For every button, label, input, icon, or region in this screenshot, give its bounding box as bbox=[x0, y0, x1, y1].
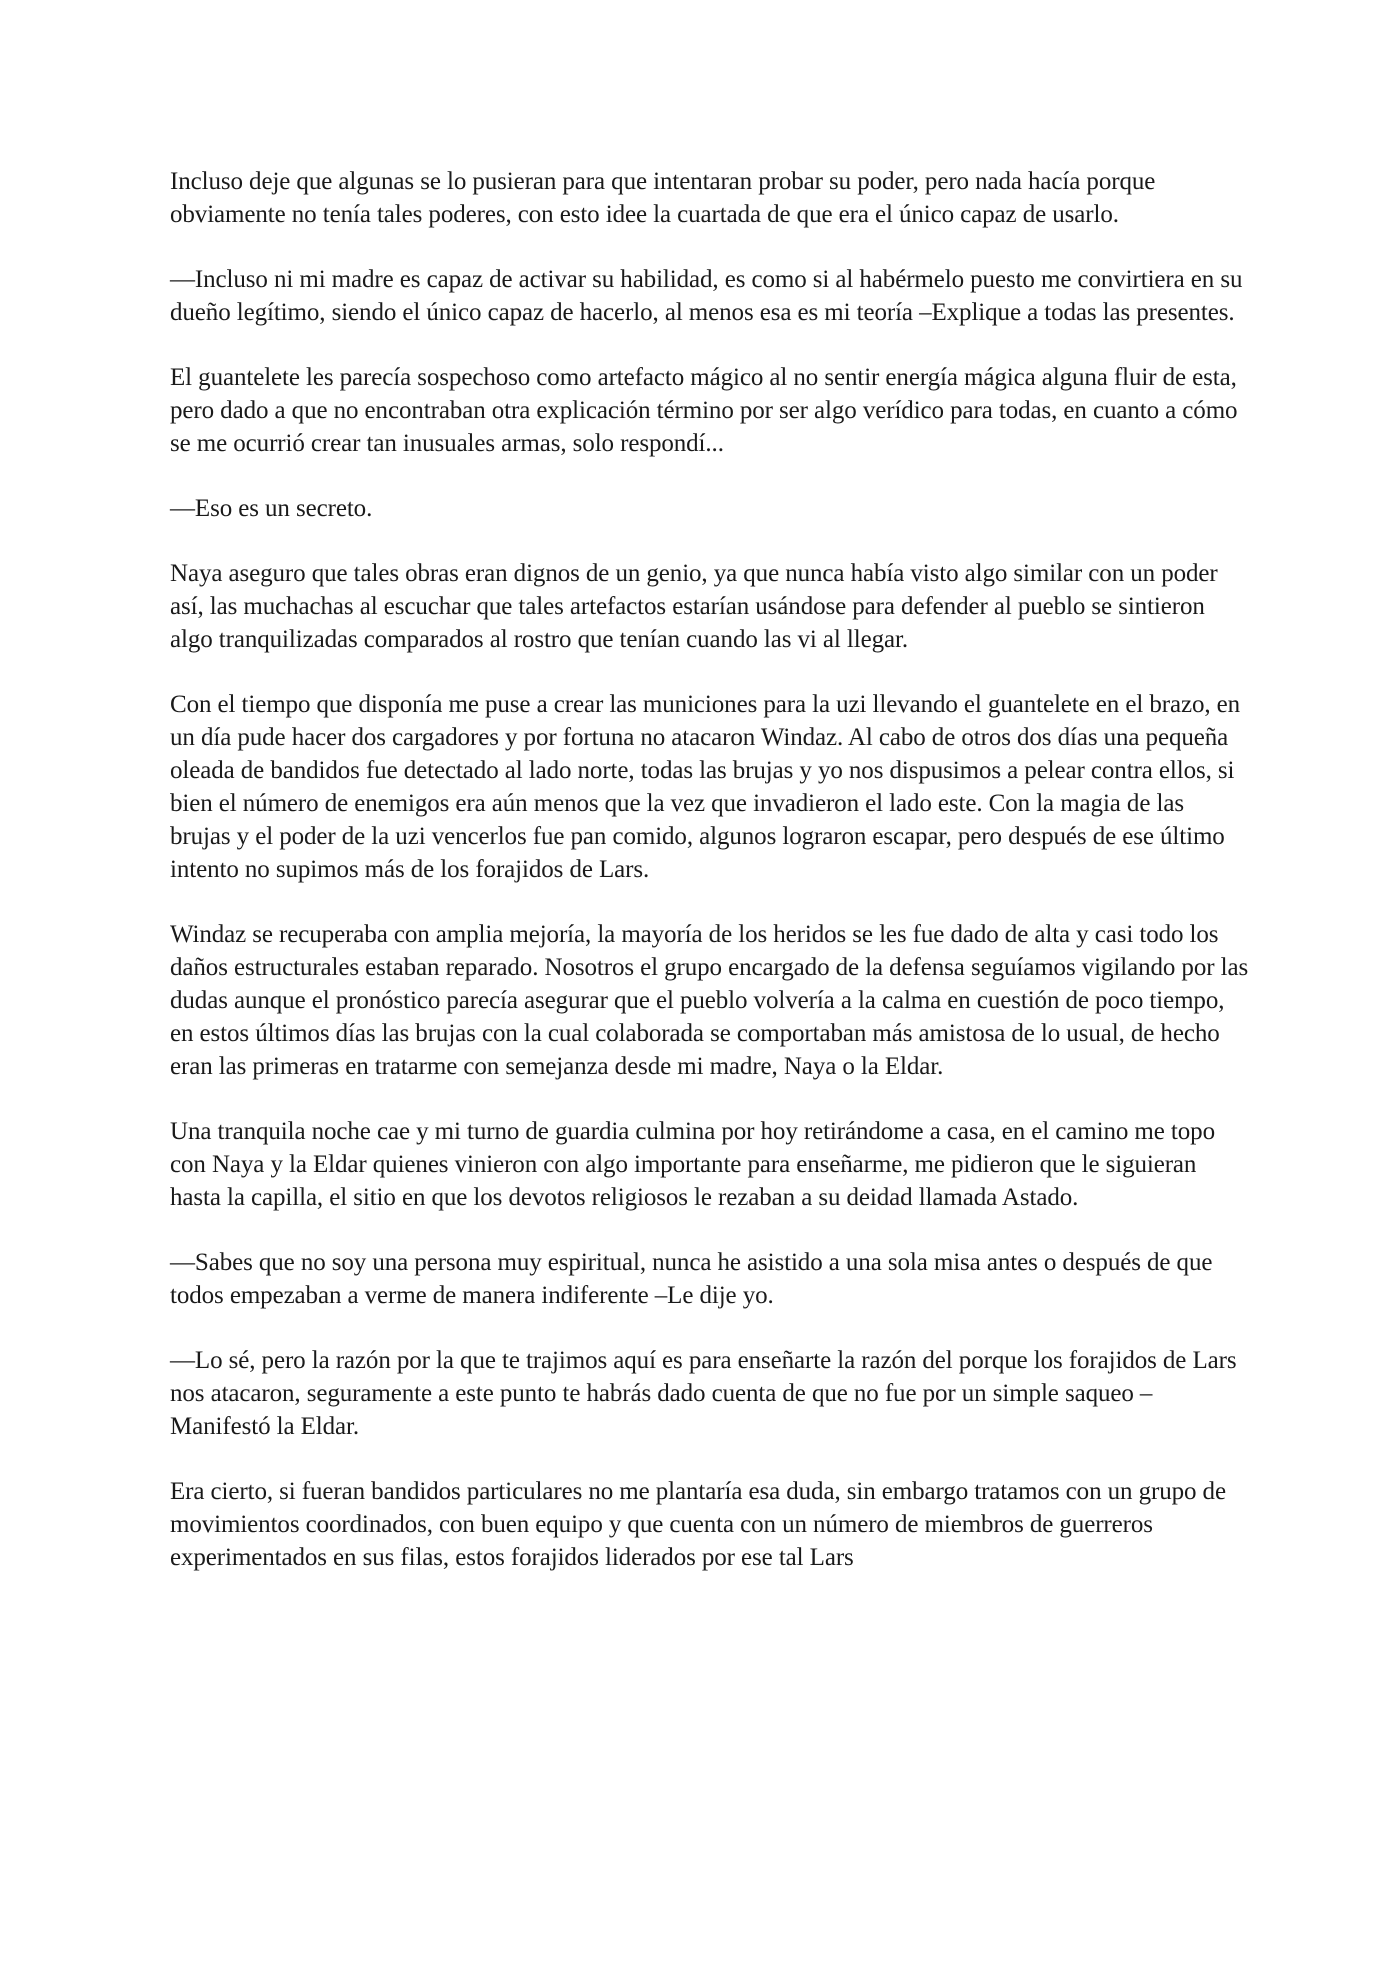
document-page bbox=[170, 165, 1250, 1606]
paragraph-10: —Lo sé, pero la razón por la que te trajimos aquí es para enseñarte la razón del porque los forajidos de Lars nos atacaron, seguramente a este punto te habrás dado cuenta de que no fue por un simple saqueo –Manifestó la Eldar. bbox=[170, 1347, 1237, 1440]
paragraph-9: —Sabes que no soy una persona muy espiritual, nunca he asistido a una sola misa antes o después de que todos empezaban a verme de manera indiferente –Le dije yo. bbox=[170, 1249, 1213, 1309]
paragraph-8: Una tranquila noche cae y mi turno de guardia culmina por hoy retirándome a casa, en el camino me topo con Naya y la Eldar quienes vinieron con algo importante para enseñarme, me pidieron que le siguieran hasta la capilla, el sitio en que los devotos religiosos le rezaban a su deidad llamada Astado. bbox=[170, 1118, 1215, 1211]
paragraph-5: Naya aseguro que tales obras eran dignos de un genio, ya que nunca había visto algo similar con un poder así, las muchachas al escuchar que tales artefactos estarían usándose para defender al pueblo se sintieron algo tranquilizadas comparados al rostro que tenían cuando las vi al llegar. bbox=[170, 560, 1218, 653]
paragraph-2: —Incluso ni mi madre es capaz de activar su habilidad, es como si al habérmelo puesto me convirtiera en su dueño legítimo, siendo el único capaz de hacerlo, al menos esa es mi teoría –Explique a todas las presentes. bbox=[170, 266, 1243, 326]
paragraph-11: Era cierto, si fueran bandidos particulares no me plantaría esa duda, sin embargo tratamos con un grupo de movimientos coordinados, con buen equipo y que cuenta con un número de miembros de guerreros experimentados en sus filas, estos forajidos liderados por ese tal Lars bbox=[170, 1478, 1226, 1571]
paragraph-4: —Eso es un secreto. bbox=[170, 495, 373, 522]
paragraph-3: El guantelete les parecía sospechoso como artefacto mágico al no sentir energía mágica alguna fluir de esta, pero dado a que no encontraban otra explicación término por ser algo verídico para todas, en cuanto a cómo se me ocurrió crear tan inusuales armas, solo respondí... bbox=[170, 364, 1238, 457]
paragraph-1: Incluso deje que algunas se lo pusieran para que intentaran probar su poder, pero nada hacía porque obviamente no tenía tales poderes, con esto idee la cuartada de que era el único capaz de usarlo. bbox=[170, 168, 1156, 228]
paragraph-6: Con el tiempo que disponía me puse a crear las municiones para la uzi llevando el guantelete en el brazo, en un día pude hacer dos cargadores y por fortuna no atacaron Windaz. Al cabo de otros dos días una pequeña oleada de bandidos fue detectado al lado norte, todas las brujas y yo nos dispusimos a pelear contra ellos, si bien el número de enemigos era aún menos que la vez que invadieron el lado este. Con la magia de las brujas y el poder de la uzi vencerlos fue pan comido, algunos lograron escapar, pero después de ese último intento no supimos más de los forajidos de Lars. bbox=[170, 691, 1241, 883]
paragraph-7: Windaz se recuperaba con amplia mejoría, la mayoría de los heridos se les fue dado de alta y casi todo los daños estructurales estaban reparado. Nosotros el grupo encargado de la defensa seguíamos vigilando por las dudas aunque el pronóstico parecía asegurar que el pueblo volvería a la calma en cuestión de poco tiempo, en estos últimos días las brujas con la cual colaborada se comportaban más amistosa de lo usual, de hecho eran las primeras en tratarme con semejanza desde mi madre, Naya o la Eldar. bbox=[170, 921, 1249, 1080]
